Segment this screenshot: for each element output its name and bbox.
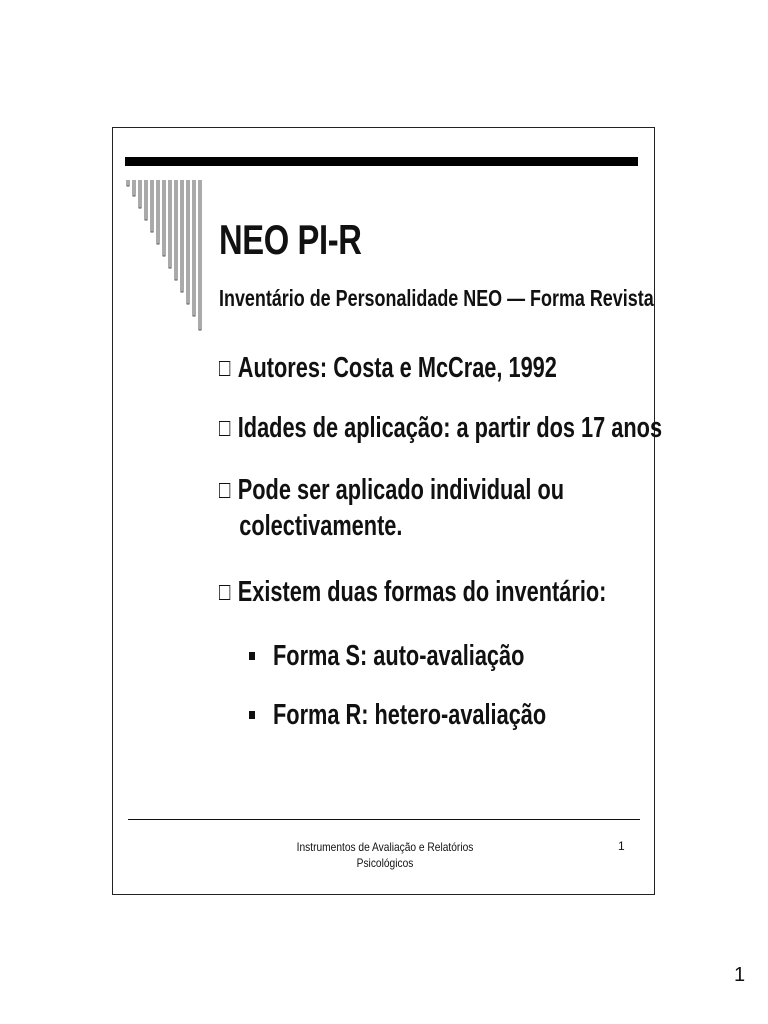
slide-title: NEO PI-R <box>219 216 362 263</box>
bullet-text: Pode ser aplicado individual ou <box>237 474 565 506</box>
checkbox-bullet-icon <box>219 585 230 600</box>
slide <box>112 127 663 895</box>
sub-bullet-text: Forma R: hetero-avaliação <box>273 699 547 731</box>
checkbox-bullet-icon <box>219 361 230 376</box>
sub-bullet-item <box>249 638 524 674</box>
checkbox-bullet-icon <box>219 483 230 498</box>
page-number: 1 <box>734 964 746 986</box>
square-bullet-icon <box>249 711 255 719</box>
slide-subtitle: Inventário de Personalidade NEO — Forma Revista <box>219 285 654 311</box>
bullet-text: Idades de aplicação: a partir dos 17 anos <box>237 412 663 444</box>
bullet-text: Autores: Costa e McCrae, 1992 <box>237 352 557 384</box>
bullet-item <box>219 472 564 544</box>
slide-number: 1 <box>618 839 625 853</box>
bullet-text: Existem duas formas do inventário: <box>237 576 607 608</box>
bullet-item <box>219 574 606 610</box>
footer-caption <box>273 839 497 871</box>
footer-line: Instrumentos de Avaliação e Relatórios <box>296 840 474 854</box>
bullet-item <box>219 350 557 386</box>
sub-bullet-text: Forma S: auto-avaliação <box>273 640 525 672</box>
square-bullet-icon <box>249 652 255 660</box>
bullet-item <box>219 410 662 446</box>
sub-bullet-item <box>249 697 546 733</box>
footer-line: Psicológicos <box>356 856 414 870</box>
checkbox-bullet-icon <box>219 421 230 436</box>
header-bar <box>125 157 638 166</box>
footer-divider <box>128 819 640 820</box>
bullet-text-continued: colectivamente. <box>239 510 403 542</box>
decorative-lines <box>126 178 206 338</box>
